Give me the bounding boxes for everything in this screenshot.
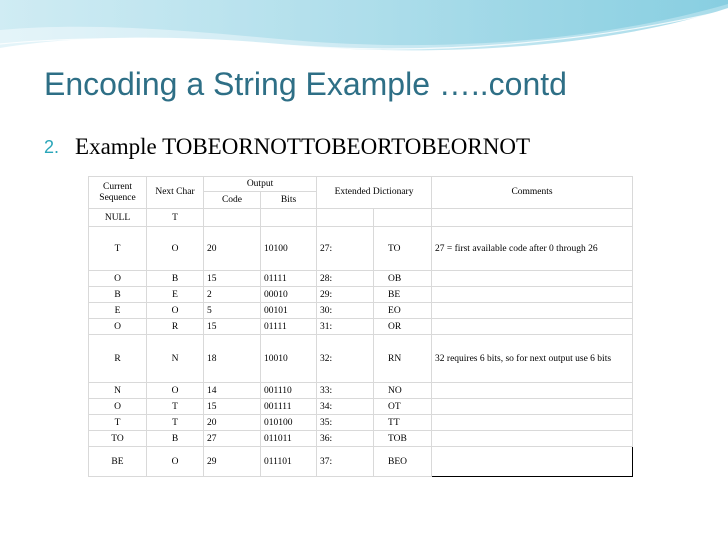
encoding-table	[88, 176, 633, 477]
output-code-cell: 27	[204, 431, 261, 447]
header-extended-dictionary: Extended Dictionary	[317, 177, 432, 209]
table-row	[89, 335, 633, 383]
dictionary-sequence-cell: EO	[374, 303, 432, 319]
header-comments: Comments	[432, 177, 633, 209]
dictionary-sequence-cell: BE	[374, 287, 432, 303]
table-row	[89, 287, 633, 303]
output-code-cell: 5	[204, 303, 261, 319]
current-sequence-cell: B	[89, 287, 147, 303]
output-bits-cell: 10010	[261, 335, 317, 383]
comments-cell	[432, 319, 633, 335]
comments-cell	[432, 447, 633, 477]
output-code-cell: 20	[204, 227, 261, 271]
header-next-char: Next Char	[147, 177, 204, 209]
current-sequence-cell: TO	[89, 431, 147, 447]
output-bits-cell: 001110	[261, 383, 317, 399]
dictionary-sequence-cell: OB	[374, 271, 432, 287]
next-char-cell: B	[147, 431, 204, 447]
table-row	[89, 447, 633, 477]
current-sequence-cell: T	[89, 415, 147, 431]
table-row	[89, 383, 633, 399]
dictionary-sequence-cell: OR	[374, 319, 432, 335]
table-row	[89, 209, 633, 227]
bullet-text: Example TOBEORNOTTOBEORTOBEORNOT	[75, 134, 531, 159]
output-code-cell: 20	[204, 415, 261, 431]
dictionary-code-cell: 36:	[317, 431, 374, 447]
table-row	[89, 271, 633, 287]
slide-title: Encoding a String Example …..contd	[44, 66, 567, 102]
dictionary-code-cell: 27:	[317, 227, 374, 271]
dictionary-sequence-cell: OT	[374, 399, 432, 415]
output-bits-cell: 00101	[261, 303, 317, 319]
table-row	[89, 303, 633, 319]
output-code-cell: 15	[204, 399, 261, 415]
current-sequence-cell: O	[89, 399, 147, 415]
header-code: Code	[204, 192, 261, 209]
next-char-cell: N	[147, 335, 204, 383]
dictionary-code-cell: 35:	[317, 415, 374, 431]
dictionary-code-cell: 37:	[317, 447, 374, 477]
header-bits: Bits	[261, 192, 317, 209]
bullet-number: 2.	[44, 136, 60, 157]
output-bits-cell: 011101	[261, 447, 317, 477]
current-sequence-cell: NULL	[89, 209, 147, 227]
dictionary-sequence-cell: BEO	[374, 447, 432, 477]
comments-cell	[432, 287, 633, 303]
current-sequence-cell: E	[89, 303, 147, 319]
comments-cell	[432, 209, 633, 227]
dictionary-code-cell: 30:	[317, 303, 374, 319]
dictionary-code-cell: 34:	[317, 399, 374, 415]
output-bits-cell: 01111	[261, 319, 317, 335]
dictionary-sequence-cell: TT	[374, 415, 432, 431]
dictionary-sequence-cell: RN	[374, 335, 432, 383]
output-code-cell: 18	[204, 335, 261, 383]
dictionary-code-cell: 28:	[317, 271, 374, 287]
current-sequence-cell: N	[89, 383, 147, 399]
header-current-sequence: Current Sequence	[89, 177, 147, 209]
next-char-cell: O	[147, 447, 204, 477]
header-output: Output	[204, 177, 317, 192]
table-row	[89, 227, 633, 271]
output-bits-cell: 001111	[261, 399, 317, 415]
table-row	[89, 431, 633, 447]
comments-cell	[432, 399, 633, 415]
dictionary-sequence-cell: NO	[374, 383, 432, 399]
output-bits-cell: 011011	[261, 431, 317, 447]
current-sequence-cell: R	[89, 335, 147, 383]
next-char-cell: O	[147, 227, 204, 271]
dictionary-code-cell: 29:	[317, 287, 374, 303]
dictionary-code-cell	[317, 209, 374, 227]
current-sequence-cell: O	[89, 319, 147, 335]
dictionary-sequence-cell: TOB	[374, 431, 432, 447]
next-char-cell: O	[147, 303, 204, 319]
output-bits-cell: 00010	[261, 287, 317, 303]
dictionary-code-cell: 33:	[317, 383, 374, 399]
output-code-cell: 29	[204, 447, 261, 477]
next-char-cell: B	[147, 271, 204, 287]
comments-cell	[432, 431, 633, 447]
comments-cell	[432, 303, 633, 319]
output-bits-cell	[261, 209, 317, 227]
comments-cell	[432, 383, 633, 399]
table-row	[89, 319, 633, 335]
comments-cell	[432, 415, 633, 431]
next-char-cell: R	[147, 319, 204, 335]
next-char-cell: T	[147, 415, 204, 431]
comments-cell	[432, 271, 633, 287]
dictionary-code-cell: 31:	[317, 319, 374, 335]
next-char-cell: O	[147, 383, 204, 399]
table-row	[89, 399, 633, 415]
output-bits-cell: 010100	[261, 415, 317, 431]
current-sequence-cell: T	[89, 227, 147, 271]
dictionary-sequence-cell	[374, 209, 432, 227]
output-code-cell: 14	[204, 383, 261, 399]
next-char-cell: T	[147, 209, 204, 227]
table-body	[89, 209, 633, 477]
output-code-cell: 2	[204, 287, 261, 303]
output-code-cell: 15	[204, 271, 261, 287]
comments-cell: 27 = first available code after 0 through 26	[432, 227, 633, 271]
comments-cell: 32 requires 6 bits, so for next output use 6 bits	[432, 335, 633, 383]
header-wave-decoration	[0, 0, 728, 60]
next-char-cell: E	[147, 287, 204, 303]
table-row	[89, 415, 633, 431]
bullet-item	[44, 134, 530, 160]
current-sequence-cell: BE	[89, 447, 147, 477]
dictionary-code-cell: 32:	[317, 335, 374, 383]
output-bits-cell: 01111	[261, 271, 317, 287]
current-sequence-cell: O	[89, 271, 147, 287]
output-bits-cell: 10100	[261, 227, 317, 271]
next-char-cell: T	[147, 399, 204, 415]
dictionary-sequence-cell: TO	[374, 227, 432, 271]
output-code-cell	[204, 209, 261, 227]
output-code-cell: 15	[204, 319, 261, 335]
